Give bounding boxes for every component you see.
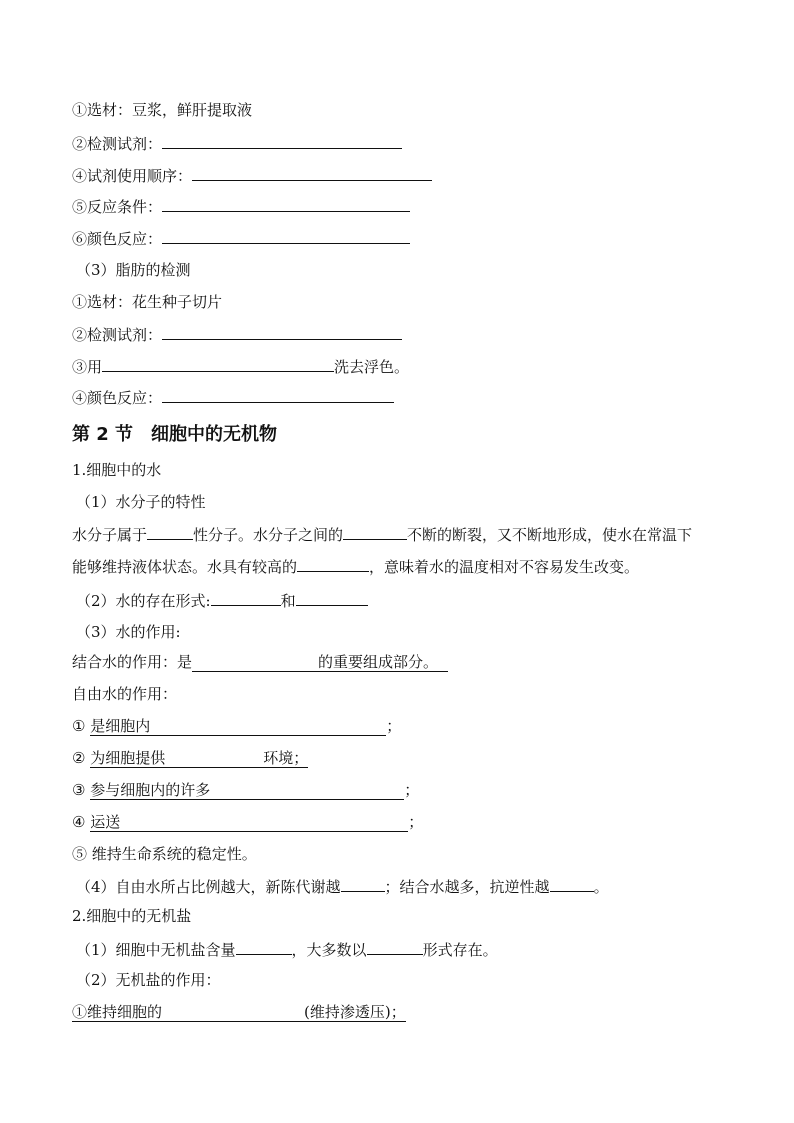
line-color-reaction-protein: ⑥颜色反应： bbox=[72, 228, 410, 249]
line-free-water-3: ③ 参与细胞内的许多 ； bbox=[72, 781, 420, 799]
heading-fat-detection: （3）脂肪的检测 bbox=[76, 261, 191, 279]
section-title: 第 2 节 细胞中的无机物 bbox=[72, 424, 278, 445]
answer-blank[interactable] bbox=[162, 228, 410, 244]
heading-inorganic-salt: 2.细胞中的无机盐 bbox=[72, 907, 192, 925]
line-metabolism: （4）自由水所占比例越大，新陈代谢越 ；结合水越多，抗逆性越 。 bbox=[76, 878, 609, 896]
line-free-water-5: ⑤ 维持生命系统的稳定性。 bbox=[72, 845, 257, 863]
paragraph-water-line2: 能够维持液体状态。水具有较高的 ，意味着水的温度相对不容易发生改变。 bbox=[72, 558, 640, 576]
line-reagent-fat: ②检测试剂： bbox=[72, 324, 402, 345]
answer-blank[interactable] bbox=[297, 556, 369, 572]
line-free-water-1: ① 是细胞内 ； bbox=[72, 717, 402, 735]
answer-blank[interactable] bbox=[550, 876, 594, 892]
answer-blank[interactable] bbox=[343, 524, 407, 540]
line-salt-content: （1）细胞中无机盐含量 ，大多数以 形式存在。 bbox=[76, 941, 498, 959]
line-water-forms: （2）水的存在形式: 和 bbox=[76, 590, 368, 611]
answer-blank[interactable] bbox=[147, 524, 193, 540]
line-free-water-heading: 自由水的作用： bbox=[72, 685, 178, 703]
line-reaction-condition: ⑤反应条件： bbox=[72, 196, 410, 217]
line-bound-water: 结合水的作用：是 的重要组成部分。 bbox=[72, 652, 448, 672]
line-material-peanut: ①选材：花生种子切片 bbox=[72, 293, 223, 311]
paragraph-water-line1: 水分子属于 性分子。水分子之间的 不断的断裂，又不断地形成，使水在常温下 bbox=[72, 526, 693, 544]
line-material-soy: ①选材：豆浆，鲜肝提取液 bbox=[72, 101, 253, 119]
answer-blank[interactable] bbox=[162, 387, 394, 403]
answer-blank[interactable] bbox=[162, 133, 402, 149]
line-reagent-protein: ②检测试剂： bbox=[72, 133, 402, 154]
answer-blank[interactable] bbox=[341, 876, 385, 892]
heading-salt-function: （2）无机盐的作用： bbox=[76, 971, 221, 989]
line-salt-function-1: ①维持细胞的 (维持渗透压)； bbox=[72, 1003, 406, 1021]
line-free-water-4: ④ 运送 ； bbox=[72, 813, 424, 831]
answer-blank[interactable] bbox=[367, 939, 423, 955]
answer-blank[interactable] bbox=[236, 939, 292, 955]
answer-blank[interactable] bbox=[296, 590, 368, 606]
answer-blank[interactable] bbox=[192, 165, 432, 181]
line-reagent-order: ④试剂使用顺序： bbox=[72, 165, 432, 186]
heading-water-properties: （1）水分子的特性 bbox=[76, 493, 206, 511]
answer-blank[interactable] bbox=[162, 196, 410, 212]
line-wash-floating-color: ③用 洗去浮色。 bbox=[72, 358, 410, 376]
heading-water-function: （3）水的作用: bbox=[76, 623, 181, 641]
heading-water: 1.细胞中的水 bbox=[72, 461, 162, 479]
answer-blank[interactable] bbox=[102, 356, 334, 372]
answer-blank[interactable] bbox=[162, 324, 402, 340]
answer-blank[interactable] bbox=[211, 590, 281, 606]
line-color-reaction-fat: ④颜色反应： bbox=[72, 387, 394, 408]
line-free-water-2: ② 为细胞提供 环境； bbox=[72, 749, 309, 767]
